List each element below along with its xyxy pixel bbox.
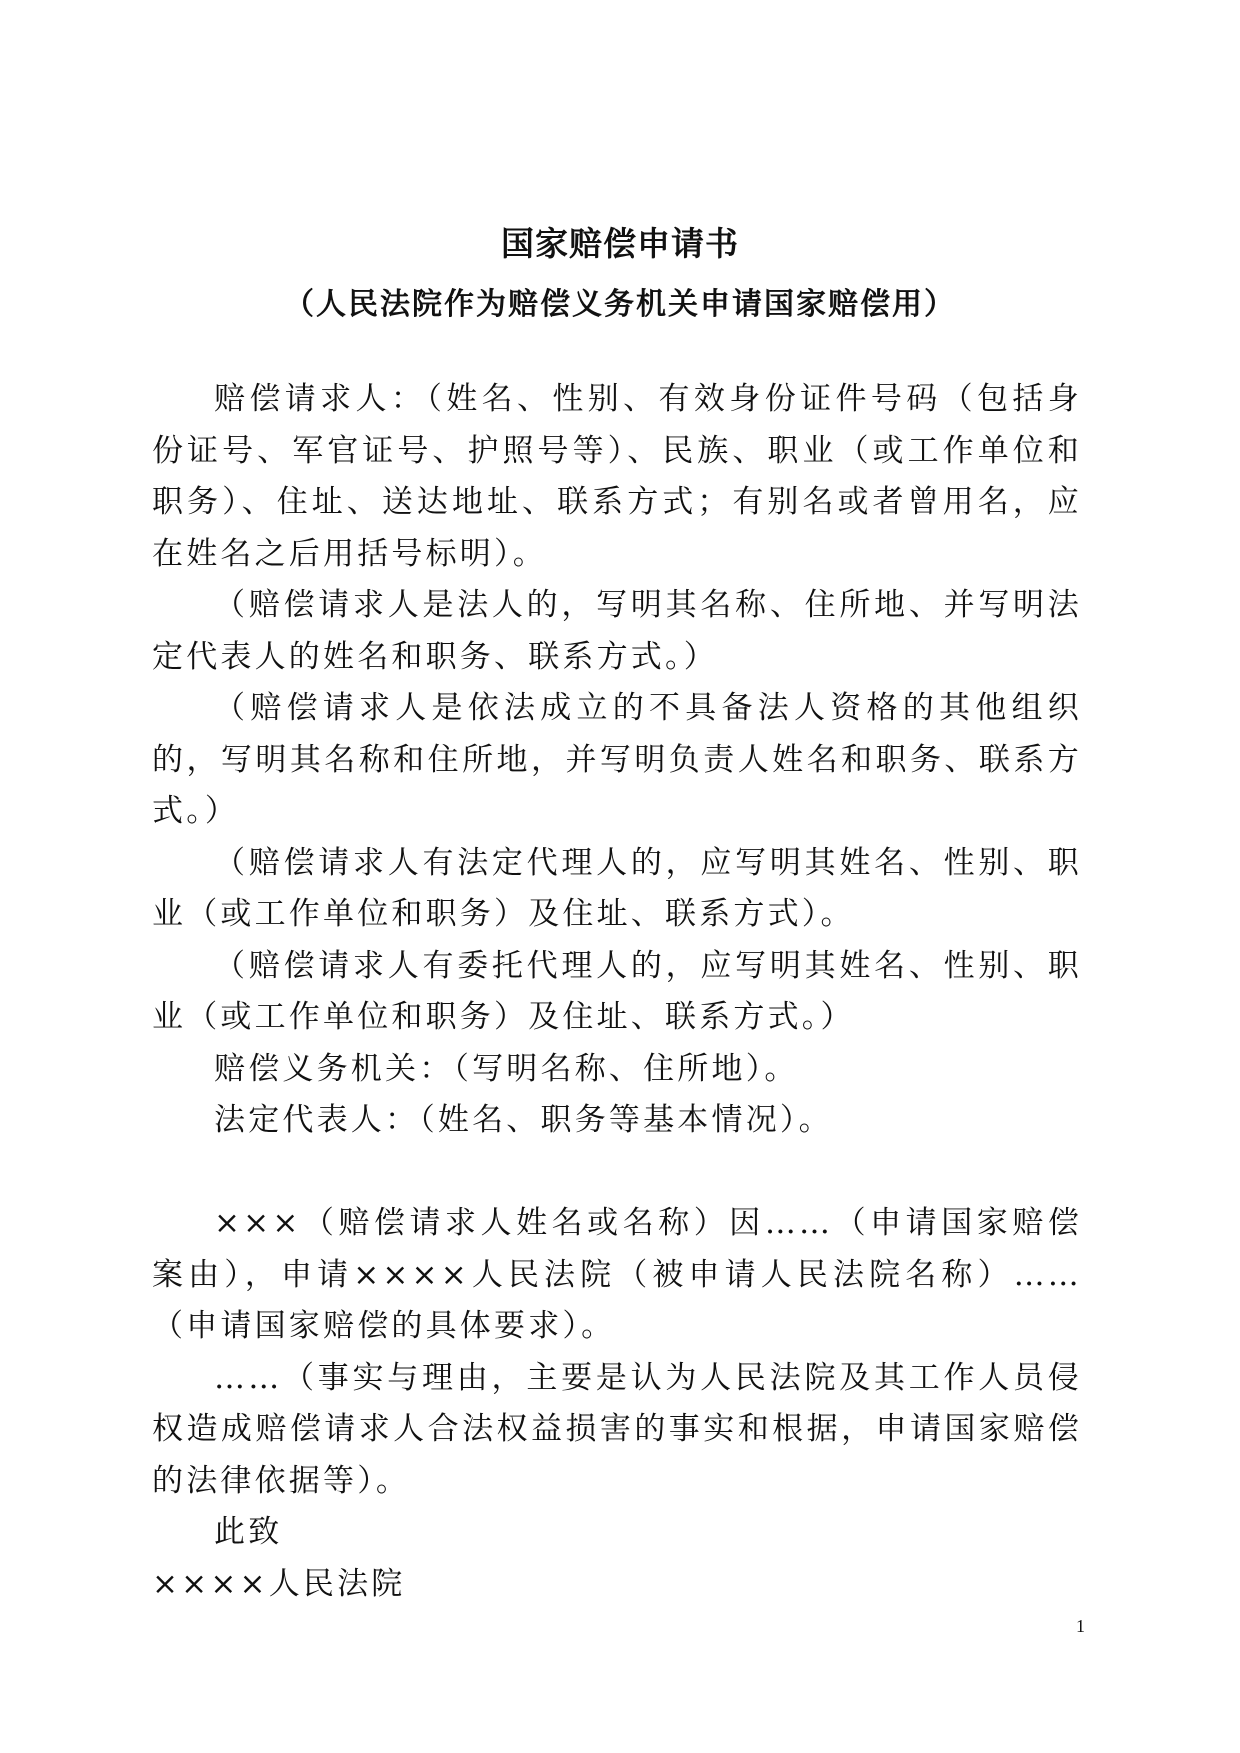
document-subtitle: （人民法院作为赔偿义务机关申请国家赔偿用） [284, 287, 956, 322]
entrusted-agent-paragraph: （赔偿请求人有委托代理人的，应写明其姓名、性别、职业（或工作单位和职务）及住址、联系方式。） [152, 947, 1082, 1035]
obligor-organ-paragraph: 赔偿义务机关：（写明名称、住所地）。 [214, 1050, 799, 1087]
legal-person-paragraph: （赔偿请求人是法人的，写明其名称、住所地、并写明法定代表人的姓名和职务、联系方式。） [152, 587, 1082, 675]
document-body [152, 374, 1082, 1610]
salutation: 此致 [214, 1514, 283, 1550]
claimant-paragraph: 赔偿请求人：（姓名、性别、有效身份证件号码（包括身份证号、军官证号、护照号等）、民族、职业（或工作单位和职务）、住址、送达地址、联系方式；有别名或者曾用名，应在姓名之后用括号标明）。 [152, 381, 1082, 572]
legal-agent-paragraph: （赔偿请求人有法定代理人的，应写明其姓名、性别、职业（或工作单位和职务）及住址、联系方式）。 [152, 844, 1082, 932]
legal-representative-paragraph: 法定代表人：（姓名、职务等基本情况）。 [214, 1102, 833, 1138]
facts-reasons-paragraph: ……（事实与理由，主要是认为人民法院及其工作人员侵权造成赔偿请求人合法权益损害的事实和根据，申请国家赔偿的法律依据等）。 [152, 1359, 1082, 1499]
request-paragraph: ×××（赔偿请求人姓名或名称）因……（申请国家赔偿案由），申请××××人民法院（被申请人民法院名称）……（申请国家赔偿的具体要求）。 [152, 1205, 1082, 1344]
other-organization-paragraph: （赔偿请求人是依法成立的不具备法人资格的其他组织的，写明其名称和住所地，并写明负责人姓名和职务、联系方式。） [152, 690, 1082, 829]
document-title: 国家赔偿申请书 [501, 224, 739, 263]
recipient-court: ××××人民法院 [152, 1565, 406, 1602]
paragraph-gap [152, 1147, 1082, 1199]
page-number: 1 [1076, 1616, 1085, 1636]
